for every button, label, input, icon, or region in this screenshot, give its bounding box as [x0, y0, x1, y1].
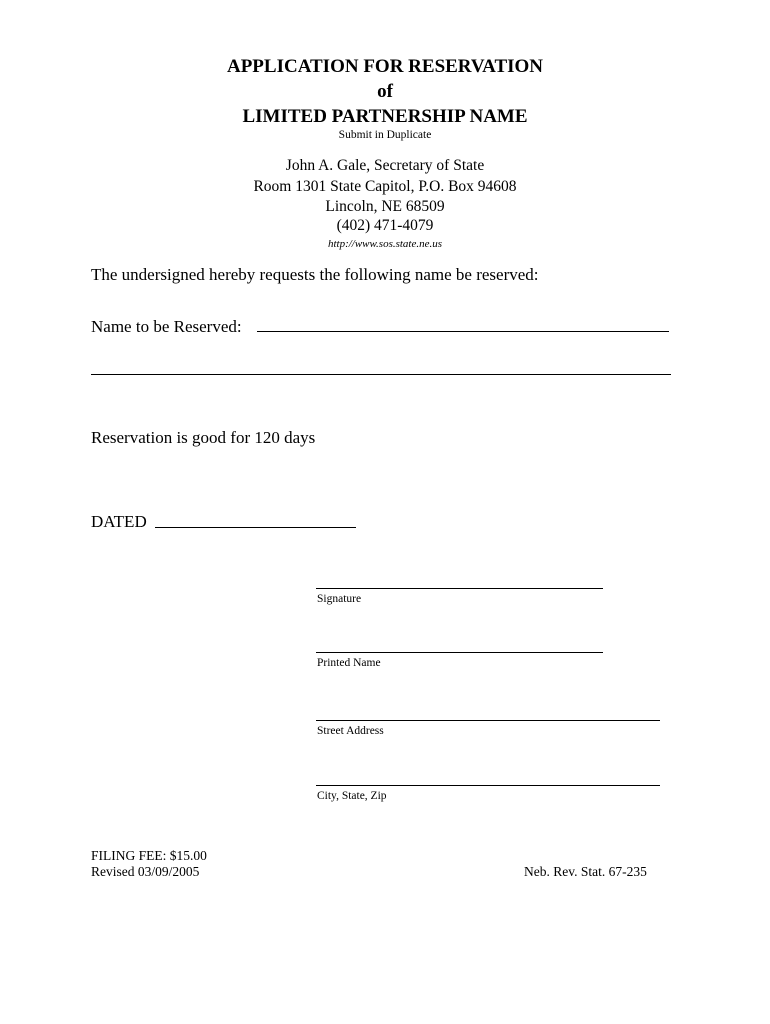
- submit-note: Submit in Duplicate: [338, 129, 432, 141]
- street-address-line[interactable]: [316, 720, 660, 721]
- street-address-label: Street Address: [317, 725, 384, 737]
- statute-reference: Neb. Rev. Stat. 67-235: [524, 864, 647, 879]
- signature-line[interactable]: [316, 588, 603, 589]
- printed-name-label: Printed Name: [317, 657, 381, 669]
- form-title-line1: APPLICATION FOR RESERVATION: [226, 56, 544, 77]
- city-state-zip-label: City, State, Zip: [317, 790, 387, 802]
- request-statement: The undersigned hereby requests the following name be reserved:: [91, 265, 539, 284]
- office-room: Room 1301 State Capitol, P.O. Box 94608: [253, 178, 517, 195]
- form-title-line3: LIMITED PARTNERSHIP NAME: [242, 106, 528, 127]
- form-title-line2: of: [377, 81, 393, 102]
- name-to-reserve-line-2[interactable]: [91, 374, 671, 375]
- name-to-reserve-label: Name to be Reserved:: [91, 317, 242, 336]
- office-phone: (402) 471-4079: [336, 217, 434, 234]
- office-url[interactable]: http://www.sos.state.ne.us: [327, 238, 443, 250]
- city-state-zip-line[interactable]: [316, 785, 660, 786]
- filing-fee: FILING FEE: $15.00: [91, 848, 207, 863]
- office-city: Lincoln, NE 68509: [325, 198, 445, 215]
- office-name: John A. Gale, Secretary of State: [285, 157, 485, 174]
- dated-line[interactable]: [155, 527, 356, 528]
- reservation-note: Reservation is good for 120 days: [91, 428, 316, 447]
- printed-name-line[interactable]: [316, 652, 603, 653]
- dated-label: DATED: [91, 512, 147, 531]
- revised-date: Revised 03/09/2005: [91, 864, 200, 879]
- name-to-reserve-line[interactable]: [257, 331, 669, 332]
- signature-label: Signature: [317, 593, 362, 605]
